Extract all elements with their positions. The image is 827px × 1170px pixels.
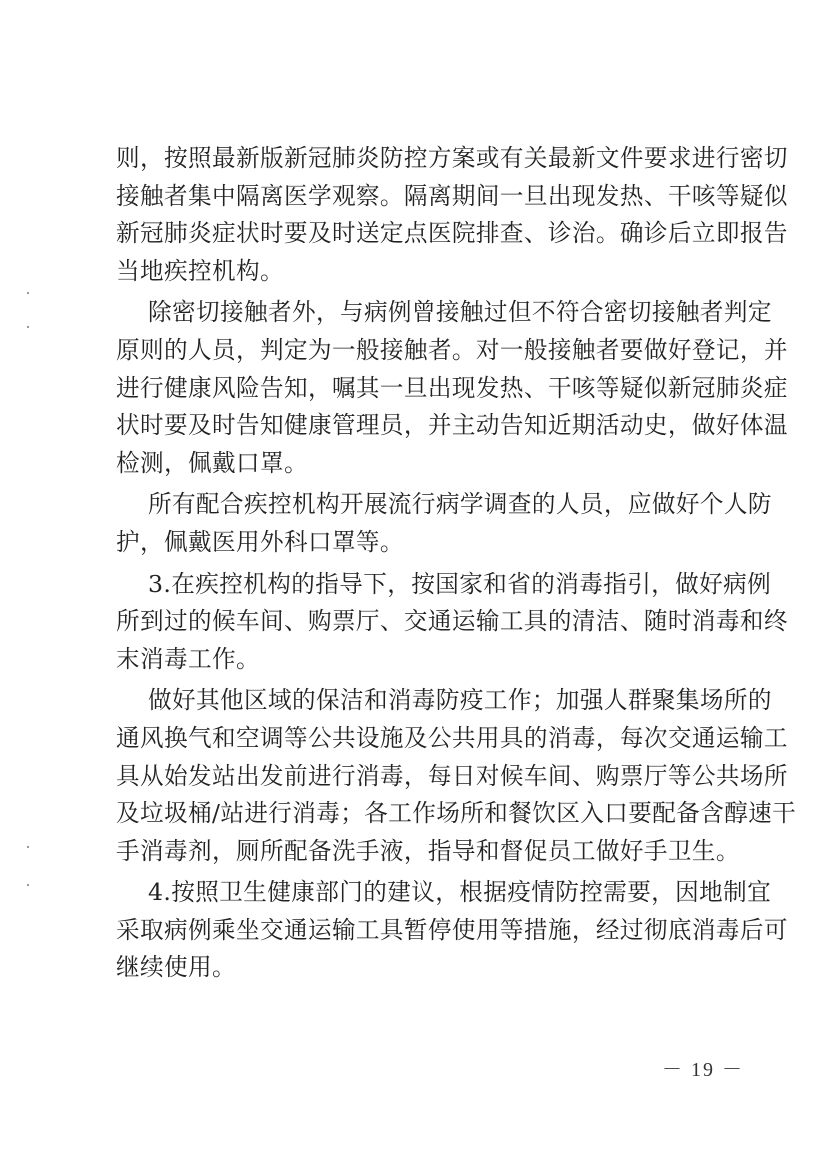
text-line: 末消毒工作。 [116, 644, 260, 673]
body-text [116, 140, 797, 991]
paragraph [116, 874, 788, 987]
text-line: 接触者集中隔离医学观察。隔离期间一旦出现发热、干咳等疑似 [116, 181, 788, 210]
binding-mark [27, 846, 29, 848]
text-line: 采取病例乘坐交通运输工具暂停使用等措施，经过彻底消毒后可 [116, 915, 788, 944]
page-number: － 19 － [662, 1059, 744, 1081]
text-line: 具从始发站出发前进行消毒，每日对候车间、购票厅等公共场所 [116, 761, 788, 790]
text-line: 新冠肺炎症状时要及时送定点医院排查、诊治。确诊后立即报告 [116, 219, 788, 248]
paragraph [116, 294, 788, 482]
text-line: 继续使用。 [116, 953, 236, 982]
binding-mark [27, 292, 29, 294]
binding-mark [27, 326, 29, 328]
text-line: 状时要及时告知健康管理员，并主动告知近期活动史，做好体温 [116, 411, 788, 440]
paragraph [116, 682, 797, 870]
text-line: 除密切接触者外，与病例曾接触过但不符合密切接触者判定 [148, 298, 772, 327]
text-line: 通风换气和空调等公共设施及公共用具的消毒，每次交通运输工 [116, 723, 788, 752]
text-line: 手消毒剂，厕所配备洗手液，指导和督促员工做好手卫生。 [116, 836, 740, 865]
text-line: 所有配合疾控机构开展流行病学调查的人员，应做好个人防 [148, 490, 772, 519]
text-line: 4.按照卫生健康部门的建议，根据疫情防控需要，因地制宜 [148, 878, 772, 907]
text-line: 及垃圾桶/站进行消毒；各工作场所和餐饮区入口要配备含醇速干 [116, 799, 797, 828]
paragraph [116, 486, 772, 561]
paragraph [116, 566, 788, 679]
text-line: 进行健康风险告知，嘱其一旦出现发热、干咳等疑似新冠肺炎症 [116, 373, 788, 402]
text-line: 当地疾控机构。 [116, 256, 284, 285]
text-line: 3.在疾控机构的指导下，按国家和省的消毒指引，做好病例 [148, 569, 772, 598]
text-line: 所到过的候车间、购票厅、交通运输工具的清洁、随时消毒和终 [116, 607, 788, 636]
text-line: 护，佩戴医用外科口罩等。 [116, 527, 404, 556]
text-line: 原则的人员，判定为一般接触者。对一般接触者要做好登记，并 [116, 335, 788, 364]
paragraph [116, 140, 788, 290]
binding-mark [27, 884, 29, 886]
text-line: 做好其他区域的保洁和消毒防疫工作；加强人群聚集场所的 [148, 686, 772, 715]
text-line: 检测，佩戴口罩。 [116, 448, 308, 477]
text-line: 则，按照最新版新冠肺炎防控方案或有关最新文件要求进行密切 [116, 144, 788, 172]
